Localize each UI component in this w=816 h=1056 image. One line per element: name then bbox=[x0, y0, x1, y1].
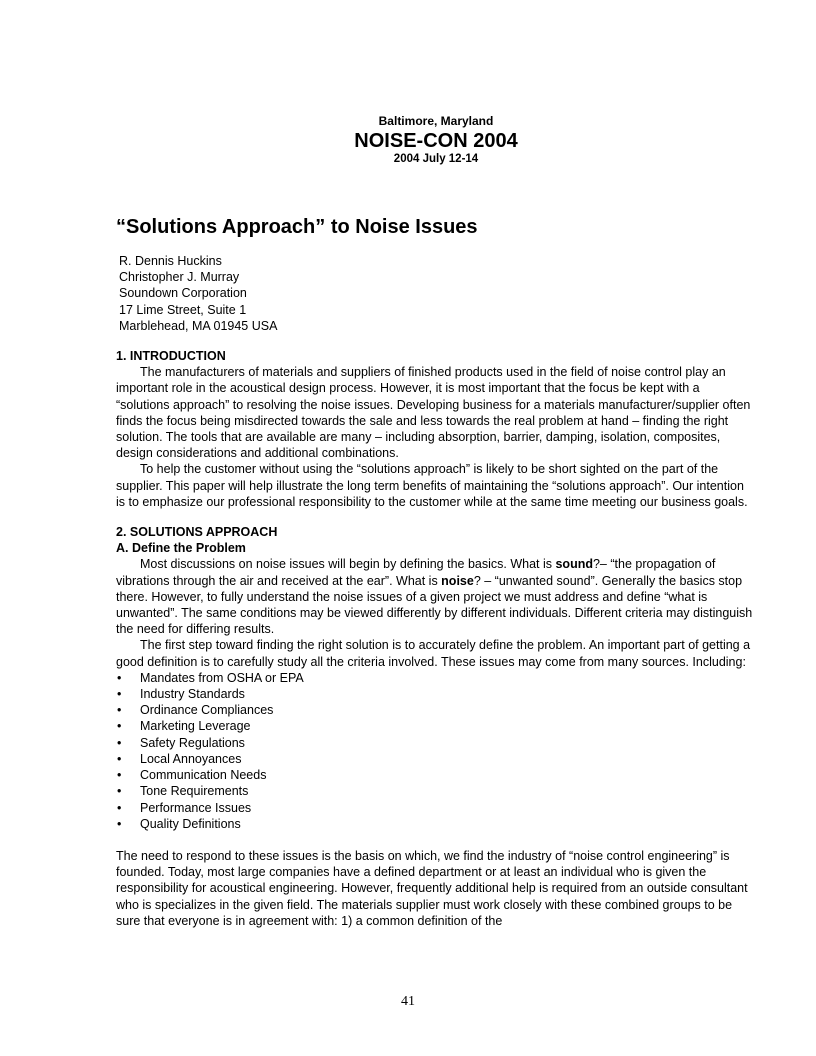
list-item bbox=[116, 735, 756, 751]
list-item-text: Ordinance Compliances bbox=[140, 703, 274, 718]
text-run: Most discussions on noise issues will begin by defining the basics. What is bbox=[140, 557, 556, 572]
list-item-text: Communication Needs bbox=[140, 768, 267, 783]
section-heading-introduction: 1. INTRODUCTION bbox=[116, 349, 226, 364]
criteria-list bbox=[116, 670, 756, 832]
list-item-text: Quality Definitions bbox=[140, 816, 241, 831]
paragraph bbox=[116, 556, 756, 637]
bullet-icon: • bbox=[117, 816, 122, 831]
list-item bbox=[116, 670, 756, 686]
list-item bbox=[116, 767, 756, 783]
list-item-text: Performance Issues bbox=[140, 800, 252, 815]
text-run: ?– “the propagation of vibrations through the air and received at the ear”. What is bbox=[116, 557, 716, 588]
paragraph: The manufacturers of materials and suppliers of finished products used in the field of noise control play an important role in the acoustical design process. However, it is most important that the focus be kept with a “solutions approach” to resolving the noise issues. Developing business for a materials manufacturer/supplier often finds the focus being misdirected towards the sale and less towards the real problem at hand – finding the right solution. The tools that are available are many – including absorption, barrier, damping, isolation, composites, design considerations and additional combinations. bbox=[116, 365, 751, 461]
paper-page bbox=[116, 114, 756, 929]
bold-term: sound bbox=[555, 557, 593, 572]
bullet-icon: • bbox=[117, 703, 122, 718]
page-number: 41 bbox=[401, 994, 415, 1009]
author-line: Soundown Corporation bbox=[119, 286, 247, 301]
conference-header bbox=[116, 114, 756, 166]
paragraph: The first step toward finding the right solution is to accurately define the problem. An important part of getting a good definition is to carefully study all the criteria involved. These issues may come from many sources. Including: bbox=[116, 638, 751, 669]
list-item bbox=[116, 718, 756, 734]
list-item bbox=[116, 816, 756, 832]
author-line: Christopher J. Murray bbox=[119, 270, 240, 285]
bullet-icon: • bbox=[117, 751, 122, 766]
bullet-icon: • bbox=[117, 800, 122, 815]
list-item-text: Tone Requirements bbox=[140, 784, 249, 799]
paragraph: The need to respond to these issues is the basis on which, we find the industry of “noise control engineering” is founded. Today, most large companies have a defined department or at least an individual who is given the responsibility for acoustical engineering. However, frequently additional help is required from an outside consultant who is specializes in the given field. The materials supplier must work closely with these combined groups to be sure that everyone is in agreement with: 1) a common definition of the bbox=[116, 848, 748, 928]
author-block bbox=[116, 253, 756, 334]
list-item bbox=[116, 800, 756, 816]
list-item bbox=[116, 702, 756, 718]
section-heading-solutions: 2. SOLUTIONS APPROACH bbox=[116, 525, 278, 540]
bullet-icon: • bbox=[117, 670, 122, 685]
list-item-text: Local Annoyances bbox=[140, 751, 242, 766]
bold-term: noise bbox=[441, 573, 474, 588]
conference-location: Baltimore, Maryland bbox=[378, 114, 494, 128]
list-item-text: Marketing Leverage bbox=[140, 719, 251, 734]
bullet-icon: • bbox=[117, 687, 122, 702]
author-line: R. Dennis Huckins bbox=[119, 254, 222, 268]
list-item-text: Industry Standards bbox=[140, 687, 245, 702]
subsection-heading: A. Define the Problem bbox=[116, 541, 246, 556]
list-item-text: Mandates from OSHA or EPA bbox=[140, 670, 304, 685]
conference-dates: 2004 July 12-14 bbox=[393, 153, 479, 165]
conference-name: NOISE-CON 2004 bbox=[354, 130, 518, 152]
bullet-icon: • bbox=[117, 768, 122, 783]
list-item bbox=[116, 783, 756, 799]
bullet-icon: • bbox=[117, 719, 122, 734]
bullet-icon: • bbox=[117, 735, 122, 750]
list-item bbox=[116, 686, 756, 702]
author-line: Marblehead, MA 01945 USA bbox=[119, 318, 278, 333]
text-run: ? – “unwanted sound”. Generally the basics stop there. However, to fully understand the noise issues of a given project we must address and define “what is unwanted”. The same conditions may be viewed differently by different individuals. Different criteria may distinguish the need for differing results. bbox=[116, 573, 753, 637]
list-item bbox=[116, 751, 756, 767]
bullet-icon: • bbox=[117, 784, 122, 799]
author-line: 17 Lime Street, Suite 1 bbox=[119, 302, 247, 317]
list-item-text: Safety Regulations bbox=[140, 735, 245, 750]
paper-title: “Solutions Approach” to Noise Issues bbox=[116, 216, 478, 238]
paragraph: To help the customer without using the “solutions approach” is likely to be short sighted on the part of the supplier. This paper will help illustrate the long term benefits of maintaining the “solutions approach”. Our intention is to emphasize our professional responsibility to the customer while at the same time meeting our business goals. bbox=[116, 462, 748, 509]
